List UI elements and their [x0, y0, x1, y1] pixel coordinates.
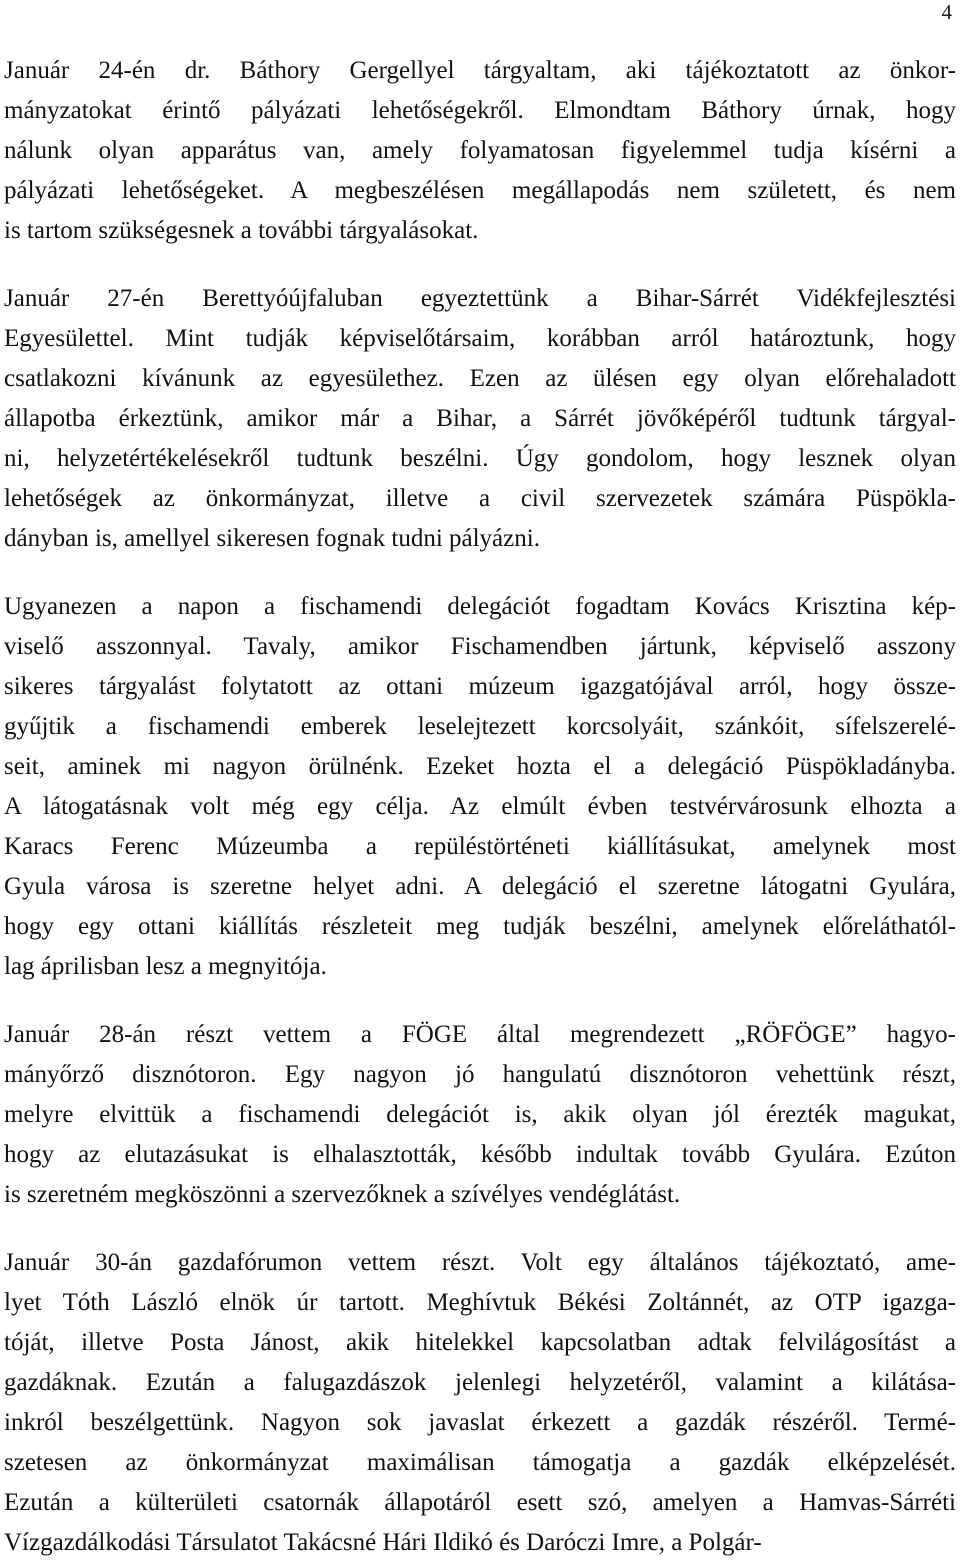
text-line: Karacs Ferenc Múzeumba a repüléstörténeti kiállításukat, amelynek most	[4, 833, 956, 860]
text-line: melyre elvittük a fischamendi delegációt is, akik olyan jól érezték magukat,	[4, 1101, 956, 1128]
text-line: Ezután a külterületi csatornák állapotáról esett szó, amelyen a Hamvas-Sárréti	[4, 1489, 956, 1516]
paragraph	[4, 51, 956, 251]
text-line: Január 27-én Berettyóújfaluban egyeztettünk a Bihar-Sárrét Vidékfejlesztési	[4, 285, 956, 312]
text-line: mányőrző disznótoron. Egy nagyon jó hangulatú disznótoron vehettünk részt,	[4, 1061, 956, 1088]
paragraph-gap	[4, 987, 956, 1015]
text-line: A látogatásnak volt még egy célja. Az elmúlt évben testvérvárosunk elhozta a	[4, 793, 956, 820]
paragraph-gap	[4, 251, 956, 279]
text-line: Január 28-án részt vettem a FÖGE által megrendezett „RÖFÖGE” hagyo-	[4, 1021, 956, 1048]
text-line: hogy az elutazásukat is elhalasztották, később indultak tovább Gyulára. Ezúton	[4, 1141, 956, 1168]
text-line: lyet Tóth László elnök úr tartott. Meghívtuk Békési Zoltánnét, az OTP igazga-	[4, 1289, 956, 1316]
text-line: Vízgazdálkodási Társulatot Takácsné Hári Ildikó és Daróczi Imre, a Polgár-	[4, 1529, 762, 1556]
text-line: is szeretném megköszönni a szervezőknek a szívélyes vendéglátást.	[4, 1181, 681, 1208]
text-line: hogy egy ottani kiállítás részleteit meg tudják beszélni, amelynek előreláthatól-	[4, 913, 956, 940]
paragraph	[4, 587, 956, 987]
document-body	[4, 51, 956, 1562]
text-line: Január 30-án gazdafórumon vettem részt. Volt egy általános tájékoztató, ame-	[4, 1249, 956, 1276]
text-line: is tartom szükségesnek a további tárgyalásokat.	[4, 217, 479, 244]
text-line: nálunk olyan apparátus van, amely folyamatosan figyelemmel tudja kísérni a	[4, 137, 956, 164]
paragraph	[4, 279, 956, 559]
text-line: Gyula városa is szeretne helyet adni. A delegáció el szeretne látogatni Gyulára,	[4, 873, 956, 900]
text-line: seit, aminek mi nagyon örülnénk. Ezeket hozta el a delegáció Püspökladányba.	[4, 753, 956, 780]
text-line: viselő asszonnyal. Tavaly, amikor Fischamendben jártunk, képviselő asszony	[4, 633, 956, 660]
paragraph-gap	[4, 559, 956, 587]
text-line: gyűjtik a fischamendi emberek leselejtezett korcsolyáit, szánkóit, sífelszerelé-	[4, 713, 956, 740]
paragraph	[4, 1243, 956, 1562]
text-line: lehetőségek az önkormányzat, illetve a civil szervezetek számára Püspökla-	[4, 485, 956, 512]
text-line: lag áprilisban lesz a megnyitója.	[4, 953, 327, 980]
text-line: Ugyanezen a napon a fischamendi delegációt fogadtam Kovács Krisztina kép-	[4, 593, 956, 620]
text-line: csatlakozni kívánunk az egyesülethez. Ezen az ülésen egy olyan előrehaladott	[4, 365, 956, 392]
text-line: pályázati lehetőségeket. A megbeszélésen megállapodás nem született, és nem	[4, 177, 956, 204]
text-line: Január 24-én dr. Báthory Gergellyel tárgyaltam, aki tájékoztatott az önkor-	[4, 57, 956, 84]
text-line: állapotba érkeztünk, amikor már a Bihar, a Sárrét jövőképéről tudtunk tárgyal-	[4, 405, 956, 432]
text-line: szetesen az önkormányzat maximálisan támogatja a gazdák elképzelését.	[4, 1449, 956, 1476]
page-number: 4	[941, 0, 952, 24]
text-line: ni, helyzetértékelésekről tudtunk beszélni. Úgy gondolom, hogy lesznek olyan	[4, 445, 956, 472]
text-line: dányban is, amellyel sikeresen fognak tudni pályázni.	[4, 525, 540, 552]
text-line: mányzatokat érintő pályázati lehetőségekről. Elmondtam Báthory úrnak, hogy	[4, 97, 956, 124]
text-line: gazdáknak. Ezután a falugazdászok jelenlegi helyzetéről, valamint a kilátása-	[4, 1369, 956, 1396]
text-line: tóját, illetve Posta Jánost, akik hitelekkel kapcsolatban adtak felvilágosítást a	[4, 1329, 956, 1356]
text-line: Egyesülettel. Mint tudják képviselőtársaim, korábban arról határoztunk, hogy	[4, 325, 956, 352]
text-line: sikeres tárgyalást folytatott az ottani múzeum igazgatójával arról, hogy össze-	[4, 673, 956, 700]
paragraph	[4, 1015, 956, 1215]
text-line: inkról beszélgettünk. Nagyon sok javaslat érkezett a gazdák részéről. Termé-	[4, 1409, 956, 1436]
paragraph-gap	[4, 1215, 956, 1243]
